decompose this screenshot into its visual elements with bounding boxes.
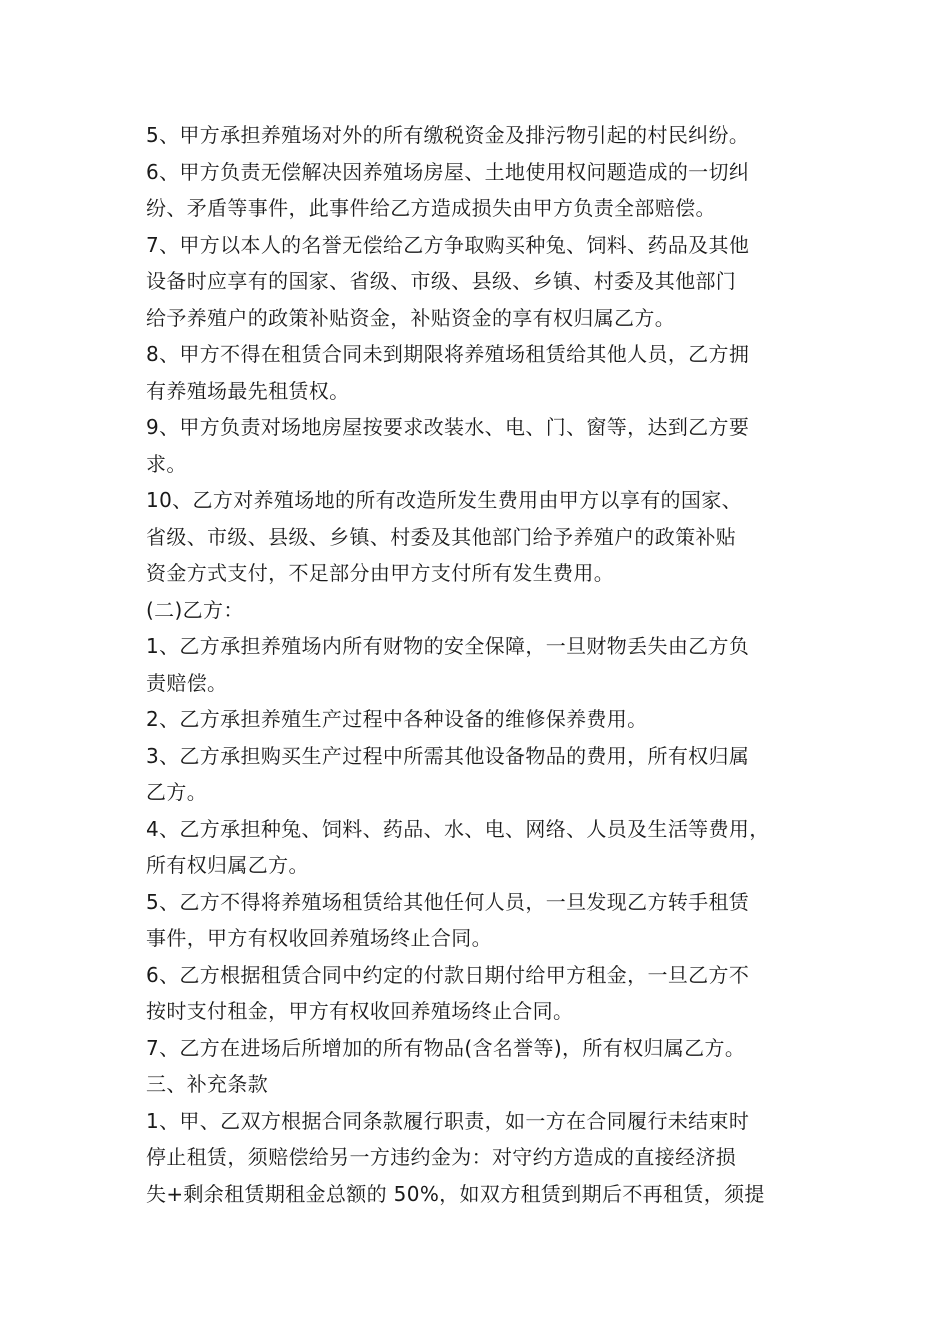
text-line: 失+剩余租赁期租金总额的 50%，如双方租赁到期后不再租赁，须提 xyxy=(146,1181,765,1206)
document-body xyxy=(146,117,826,1212)
text-line: 8、甲方不得在租赁合同未到期限将养殖场租赁给其他人员，乙方拥 xyxy=(146,342,750,366)
text-line: 省级、市级、县级、乡镇、村委及其他部门给予养殖户的政策补贴 xyxy=(146,524,737,549)
text-line: 1、甲、乙双方根据合同条款履行职责，如一方在合同履行未结束时 xyxy=(146,1108,750,1133)
text-line: 求。 xyxy=(146,451,187,476)
text-line: 2、乙方承担养殖生产过程中各种设备的维修保养费用。 xyxy=(146,707,648,731)
text-line: 资金方式支付，不足部分由甲方支付所有发生费用。 xyxy=(146,561,615,585)
text-line: 6、甲方负责无偿解决因养殖场房屋、土地使用权问题造成的一切纠 xyxy=(146,159,750,184)
text-line: 9、甲方负责对场地房屋按要求改装水、电、门、窗等，达到乙方要 xyxy=(146,415,750,439)
text-line: 10、乙方对养殖场地的所有改造所发生费用由甲方以享有的国家、 xyxy=(146,488,742,512)
text-line: 设备时应享有的国家、省级、市级、县级、乡镇、村委及其他部门 xyxy=(146,269,737,293)
section-heading: 三、补充条款 xyxy=(146,1072,269,1096)
text-line: 停止租赁，须赔偿给另一方违约金为：对守约方造成的直接经济损 xyxy=(146,1145,737,1169)
text-line: 1、乙方承担养殖场内所有财物的安全保障，一旦财物丢失由乙方负 xyxy=(146,634,750,658)
section-heading: (二)乙方： xyxy=(146,597,244,622)
text-line: 7、乙方在进场后所增加的所有物品(含名誉等)，所有权归属乙方。 xyxy=(146,1035,746,1060)
text-line: 7、甲方以本人的名誉无偿给乙方争取购买种兔、饲料、药品及其他 xyxy=(146,232,750,257)
text-line: 4、乙方承担种兔、饲料、药品、水、电、网络、人员及生活等费用， xyxy=(146,816,770,841)
text-line: 3、乙方承担购买生产过程中所需其他设备物品的费用，所有权归属 xyxy=(146,743,750,768)
text-line: 给予养殖户的政策补贴资金，补贴资金的享有权归属乙方。 xyxy=(146,305,676,330)
text-line: 纷、矛盾等事件，此事件给乙方造成损失由甲方负责全部赔偿。 xyxy=(146,196,716,220)
text-line: 有养殖场最先租赁权。 xyxy=(146,378,350,403)
text-line: 6、乙方根据租赁合同中约定的付款日期付给甲方租金，一旦乙方不 xyxy=(146,962,750,987)
text-line: 事件，甲方有权收回养殖场终止合同。 xyxy=(146,926,492,950)
text-line: 按时支付租金，甲方有权收回养殖场终止合同。 xyxy=(146,999,574,1023)
text-line: 所有权归属乙方。 xyxy=(146,853,309,877)
text-line: 5、乙方不得将养殖场租赁给其他任何人员，一旦发现乙方转手租赁 xyxy=(146,889,750,914)
text-line: 责赔偿。 xyxy=(146,670,228,695)
text-line: 5、甲方承担养殖场对外的所有缴税资金及排污物引起的村民纠纷。 xyxy=(146,123,750,147)
text-line: 乙方。 xyxy=(146,780,208,804)
